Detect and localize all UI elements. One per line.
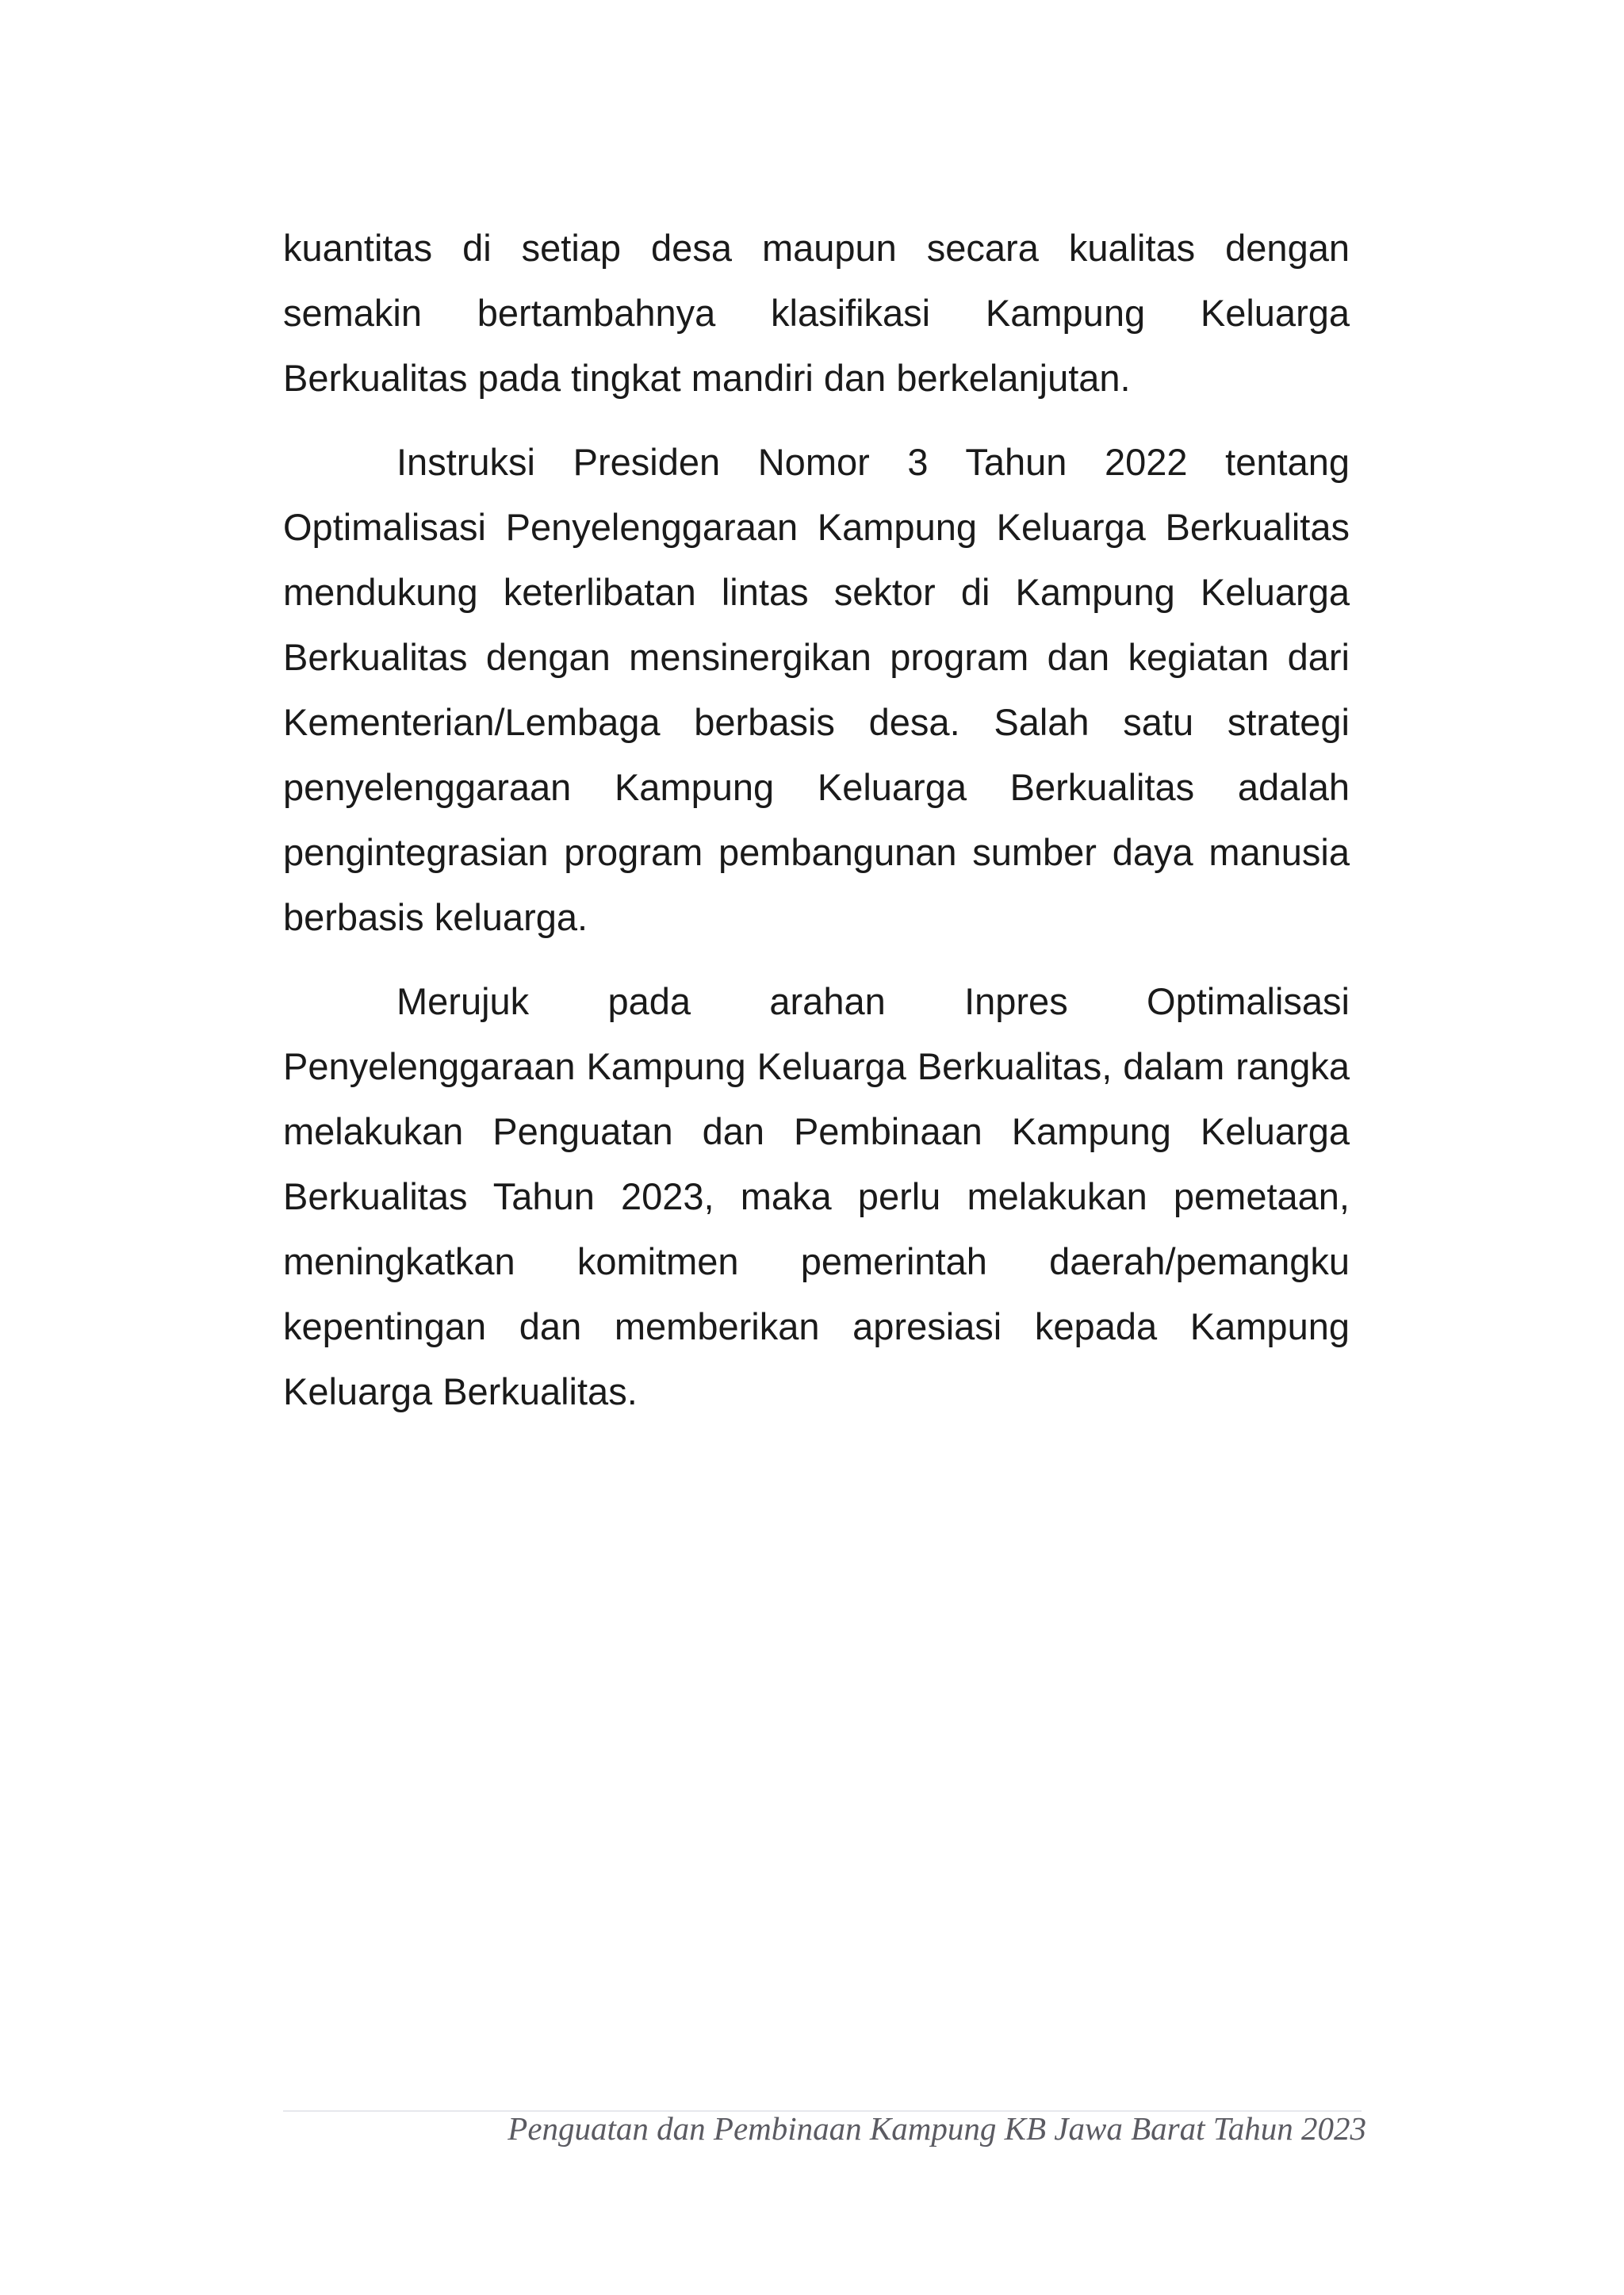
paragraph-merujuk-inpres: Merujuk pada arahan Inpres Optimalisasi Penyelenggaraan Kampung Keluarga Berkualitas, dalam rangka melakukan Penguatan dan Pembinaan Kampung Keluarga Berkualitas Tahun 2023, maka perlu melakukan pemetaan, meningkatkan komitmen pemerintah daerah/pemangku kepentingan dan memberikan apresiasi kepada Kampung Keluarga Berkualitas. bbox=[283, 980, 1350, 1412]
paragraph-continuation: kuantitas di setiap desa maupun secara kualitas dengan semakin bertambahnya klasifikasi Kampung Keluarga Berkualitas pada tingkat mandiri dan berkelanjutan. bbox=[283, 227, 1350, 399]
paragraph-instruksi-presiden: Instruksi Presiden Nomor 3 Tahun 2022 tentang Optimalisasi Penyelenggaraan Kampung Keluarga Berkualitas mendukung keterlibatan lintas sektor di Kampung Keluarga Berkualitas dengan mensinergikan program dan kegiatan dari Kementerian/Lembaga berbasis desa. Salah satu strategi penyelenggaraan Kampung Keluarga Berkualitas adalah pengintegrasian program pembangunan sumber daya manusia berbasis keluarga. bbox=[283, 441, 1350, 938]
footer-running-title: Penguatan dan Pembinaan Kampung KB Jawa Barat Tahun 2023 bbox=[508, 2110, 1366, 2147]
body-text bbox=[283, 216, 1350, 1443]
